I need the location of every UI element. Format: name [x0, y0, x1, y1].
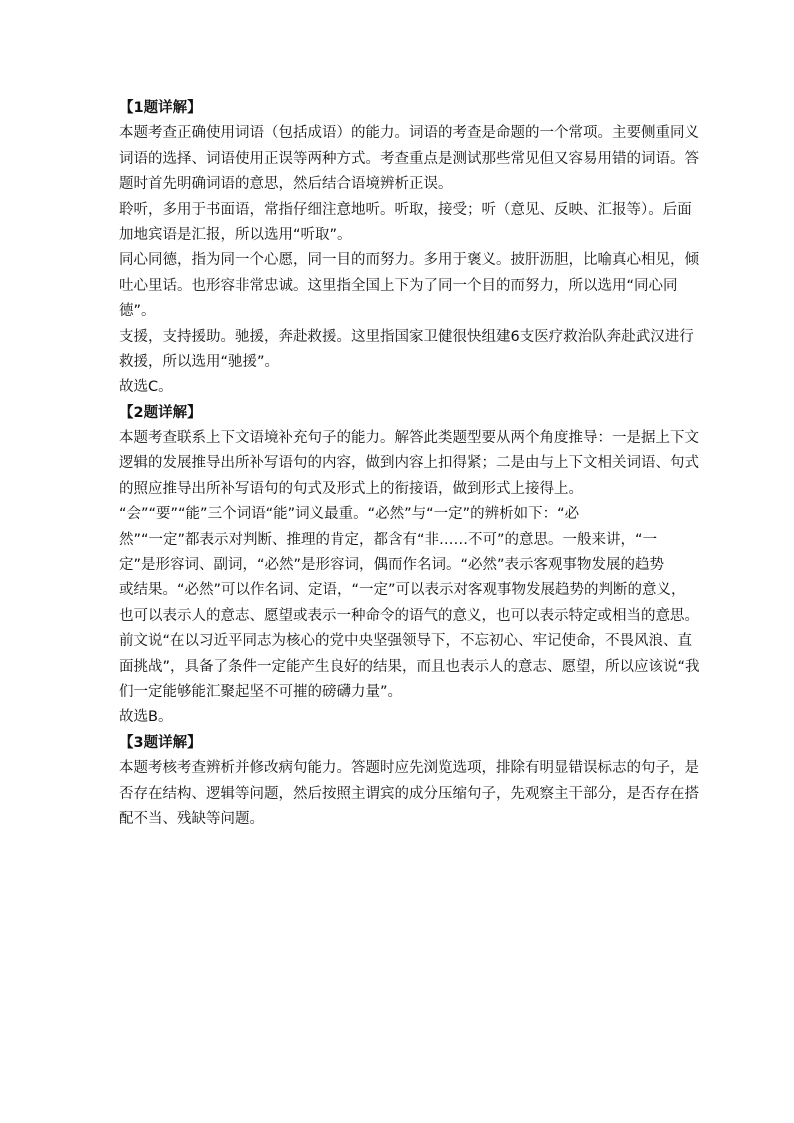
paragraph-line: 们一定能够能汇聚起坚不可摧的磅礴力量”。: [119, 683, 403, 700]
paragraph-line: 题时首先明确词语的意思，然后结合语境辨析正误。: [119, 176, 453, 193]
section-heading: 【3题详解】: [119, 734, 202, 751]
paragraph-line: 吐心里话。也形容非常忠诚。这里指全国上下为了同一个目的而努力，所以选用“同心同: [119, 277, 678, 294]
paragraph-line: 定”是形容词、副词，“必然”是形容词，偶而作名词。“必然”表示客观事物发展的趋势: [119, 557, 665, 574]
document-body: [119, 96, 700, 832]
paragraph-line: 也可以表示人的意志、愿望或表示一种命令的语气的意义，也可以表示特定或相当的意思。: [119, 607, 699, 624]
paragraph-line: 同心同德，指为同一个心愿，同一目的而努力。多用于褒义。披肝沥胆，比喻真心相见，倾: [119, 252, 699, 269]
answer-section: [119, 731, 699, 833]
paragraph-line: 救援，所以选用“驰援”。: [119, 353, 280, 370]
paragraph-line: “会”“要”“能”三个词语“能”词义最重。“必然”与“一定”的辨析如下：“必: [119, 506, 580, 523]
paragraph-line: 或结果。“必然”可以作名词、定语，“一定”可以表示对客观事物发展趋势的判断的意义，: [119, 582, 686, 599]
paragraph-line: 故选B。: [119, 709, 173, 726]
paragraph-line: 本题考查正确使用词语（包括成语）的能力。词语的考查是命题的一个常项。主要侧重同义: [119, 125, 699, 142]
paragraph-line: 配不当、残缺等问题。: [119, 810, 264, 827]
paragraph-line: 逻辑的发展推导出所补写语句的内容，做到内容上扣得紧；二是由与上下文相关词语、句式: [119, 455, 699, 472]
section-heading: 【1题详解】: [119, 100, 202, 116]
paragraph-line: 本题考核考查辨析并修改病句能力。答题时应先浏览选项，排除有明显错误标志的句子，是: [119, 760, 699, 777]
paragraph-line: 然”“一定”都表示对判断、推理的肯定，都含有“非……不可”的意思。一般来讲，“一: [119, 531, 658, 548]
paragraph-line: 词语的选择、词语使用正误等两种方式。考查重点是测试那些常见但又容易用错的词语。答: [119, 150, 699, 167]
answer-section: [119, 401, 700, 731]
paragraph-line: 否存在结构、逻辑等问题，然后按照主谓宾的成分压缩句子，先观察主干部分，是否存在搭: [119, 785, 699, 802]
paragraph-line: 德”。: [119, 303, 156, 320]
paragraph-line: 故选C。: [119, 379, 173, 396]
paragraph-line: 面挑战”，具备了条件一定能产生良好的结果，而且也表示人的意志、愿望，所以应该说“我: [119, 658, 700, 675]
answer-section: [119, 96, 699, 401]
paragraph-line: 本题考查联系上下文语境补充句子的能力。解答此类题型要从两个角度推导：一是据上下文: [119, 430, 699, 447]
paragraph-line: 加地宾语是汇报，所以选用“听取”。: [119, 226, 352, 243]
section-heading: 【2题详解】: [119, 404, 202, 421]
paragraph-line: 前文说“在以习近平同志为核心的党中央坚强领导下，不忘初心、牢记使命，不畏风浪、直: [119, 633, 693, 650]
paragraph-line: 聆听，多用于书面语，常指仔细注意地听。听取，接受；听（意见、反映、汇报等）。后面: [119, 201, 692, 218]
paragraph-line: 的照应推导出所补写语句的句式及形式上的衔接语，做到形式上接得上。: [119, 480, 583, 497]
paragraph-line: 支援，支持援助。驰援，奔赴救援。这里指国家卫健很快组建6支医疗救治队奔赴武汉进行: [119, 328, 694, 345]
